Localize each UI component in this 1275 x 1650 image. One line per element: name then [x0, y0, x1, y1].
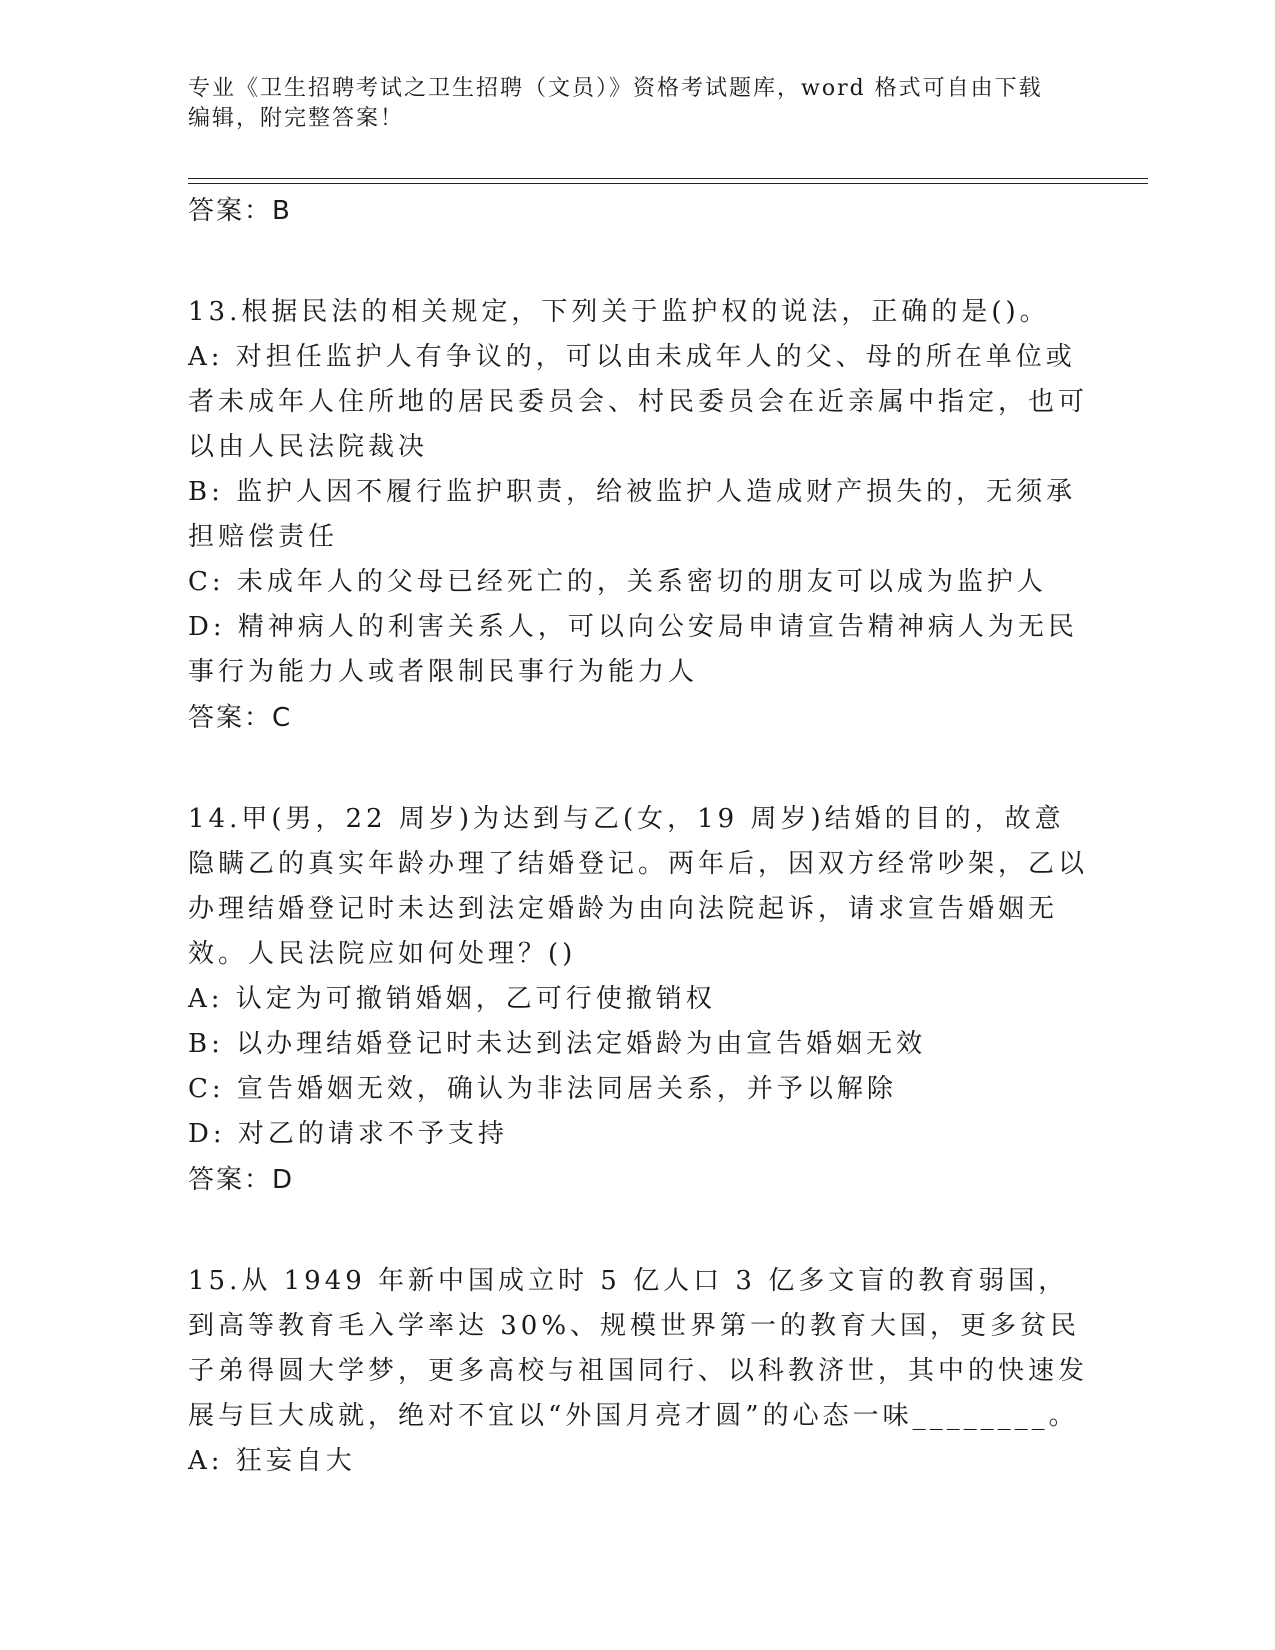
question-list: [188, 188, 1088, 1484]
header-divider-bottom: [188, 183, 1148, 184]
question-13: [188, 290, 1088, 741]
question-15: [188, 1259, 1088, 1484]
option-a: A: 对担任监护人有争议的，可以由未成年人的父、母的所在单位或者未成年人住所地的居民委员会、村民委员会在近亲属中指定，也可以由人民法院裁决: [188, 342, 1089, 462]
header-divider-top: [188, 178, 1148, 179]
option-d: D: 对乙的请求不予支持: [188, 1119, 508, 1149]
option-a: A: 狂妄自大: [188, 1446, 356, 1476]
header-line-2: 编辑，附完整答案！: [188, 106, 405, 131]
header-line-1: 专业《卫生招聘考试之卫生招聘（文员）》资格考试题库，word 格式可自由下载: [188, 76, 1043, 101]
answer-label: 答案：C: [188, 703, 293, 733]
question-text: 14.甲(男，22 周岁)为达到与乙(女，19 周岁)结婚的目的，故意隐瞒乙的真实年龄办理了结婚登记。两年后，因双方经常吵架，乙以办理结婚登记时未达到法定婚龄为由向法院起诉，请求宣告婚姻无效。人民法院应如何处理？(): [188, 804, 1089, 969]
option-b: B: 监护人因不履行监护职责，给被监护人造成财产损失的，无须承担赔偿责任: [188, 477, 1077, 552]
option-c: C: 宣告婚姻无效，确认为非法同居关系，并予以解除: [188, 1074, 897, 1104]
option-c: C: 未成年人的父母已经死亡的，关系密切的朋友可以成为监护人: [188, 567, 1047, 597]
answer-label: 答案：B: [188, 196, 292, 226]
option-b: B: 以办理结婚登记时未达到法定婚龄为由宣告婚姻无效: [188, 1029, 927, 1059]
question-text: 13.根据民法的相关规定，下列关于监护权的说法，正确的是()。: [188, 297, 1050, 327]
answer-label: 答案：D: [188, 1165, 295, 1195]
document-header: [188, 74, 1068, 134]
question-text: 15.从 1949 年新中国成立时 5 亿人口 3 亿多文盲的教育弱国，到高等教育毛入学率达 30%、规模世界第一的教育大国，更多贫民子弟得圆大学梦，更多高校与祖国同行、以科教济世，其中的快速发展与巨大成就，绝对不宜以“外国月亮才圆”的心态一味________。: [188, 1266, 1089, 1431]
option-a: A: 认定为可撤销婚姻，乙可行使撤销权: [188, 984, 716, 1014]
option-d: D: 精神病人的利害关系人，可以向公安局申请宣告精神病人为无民事行为能力人或者限制民事行为能力人: [188, 612, 1078, 687]
question-14: [188, 797, 1088, 1203]
